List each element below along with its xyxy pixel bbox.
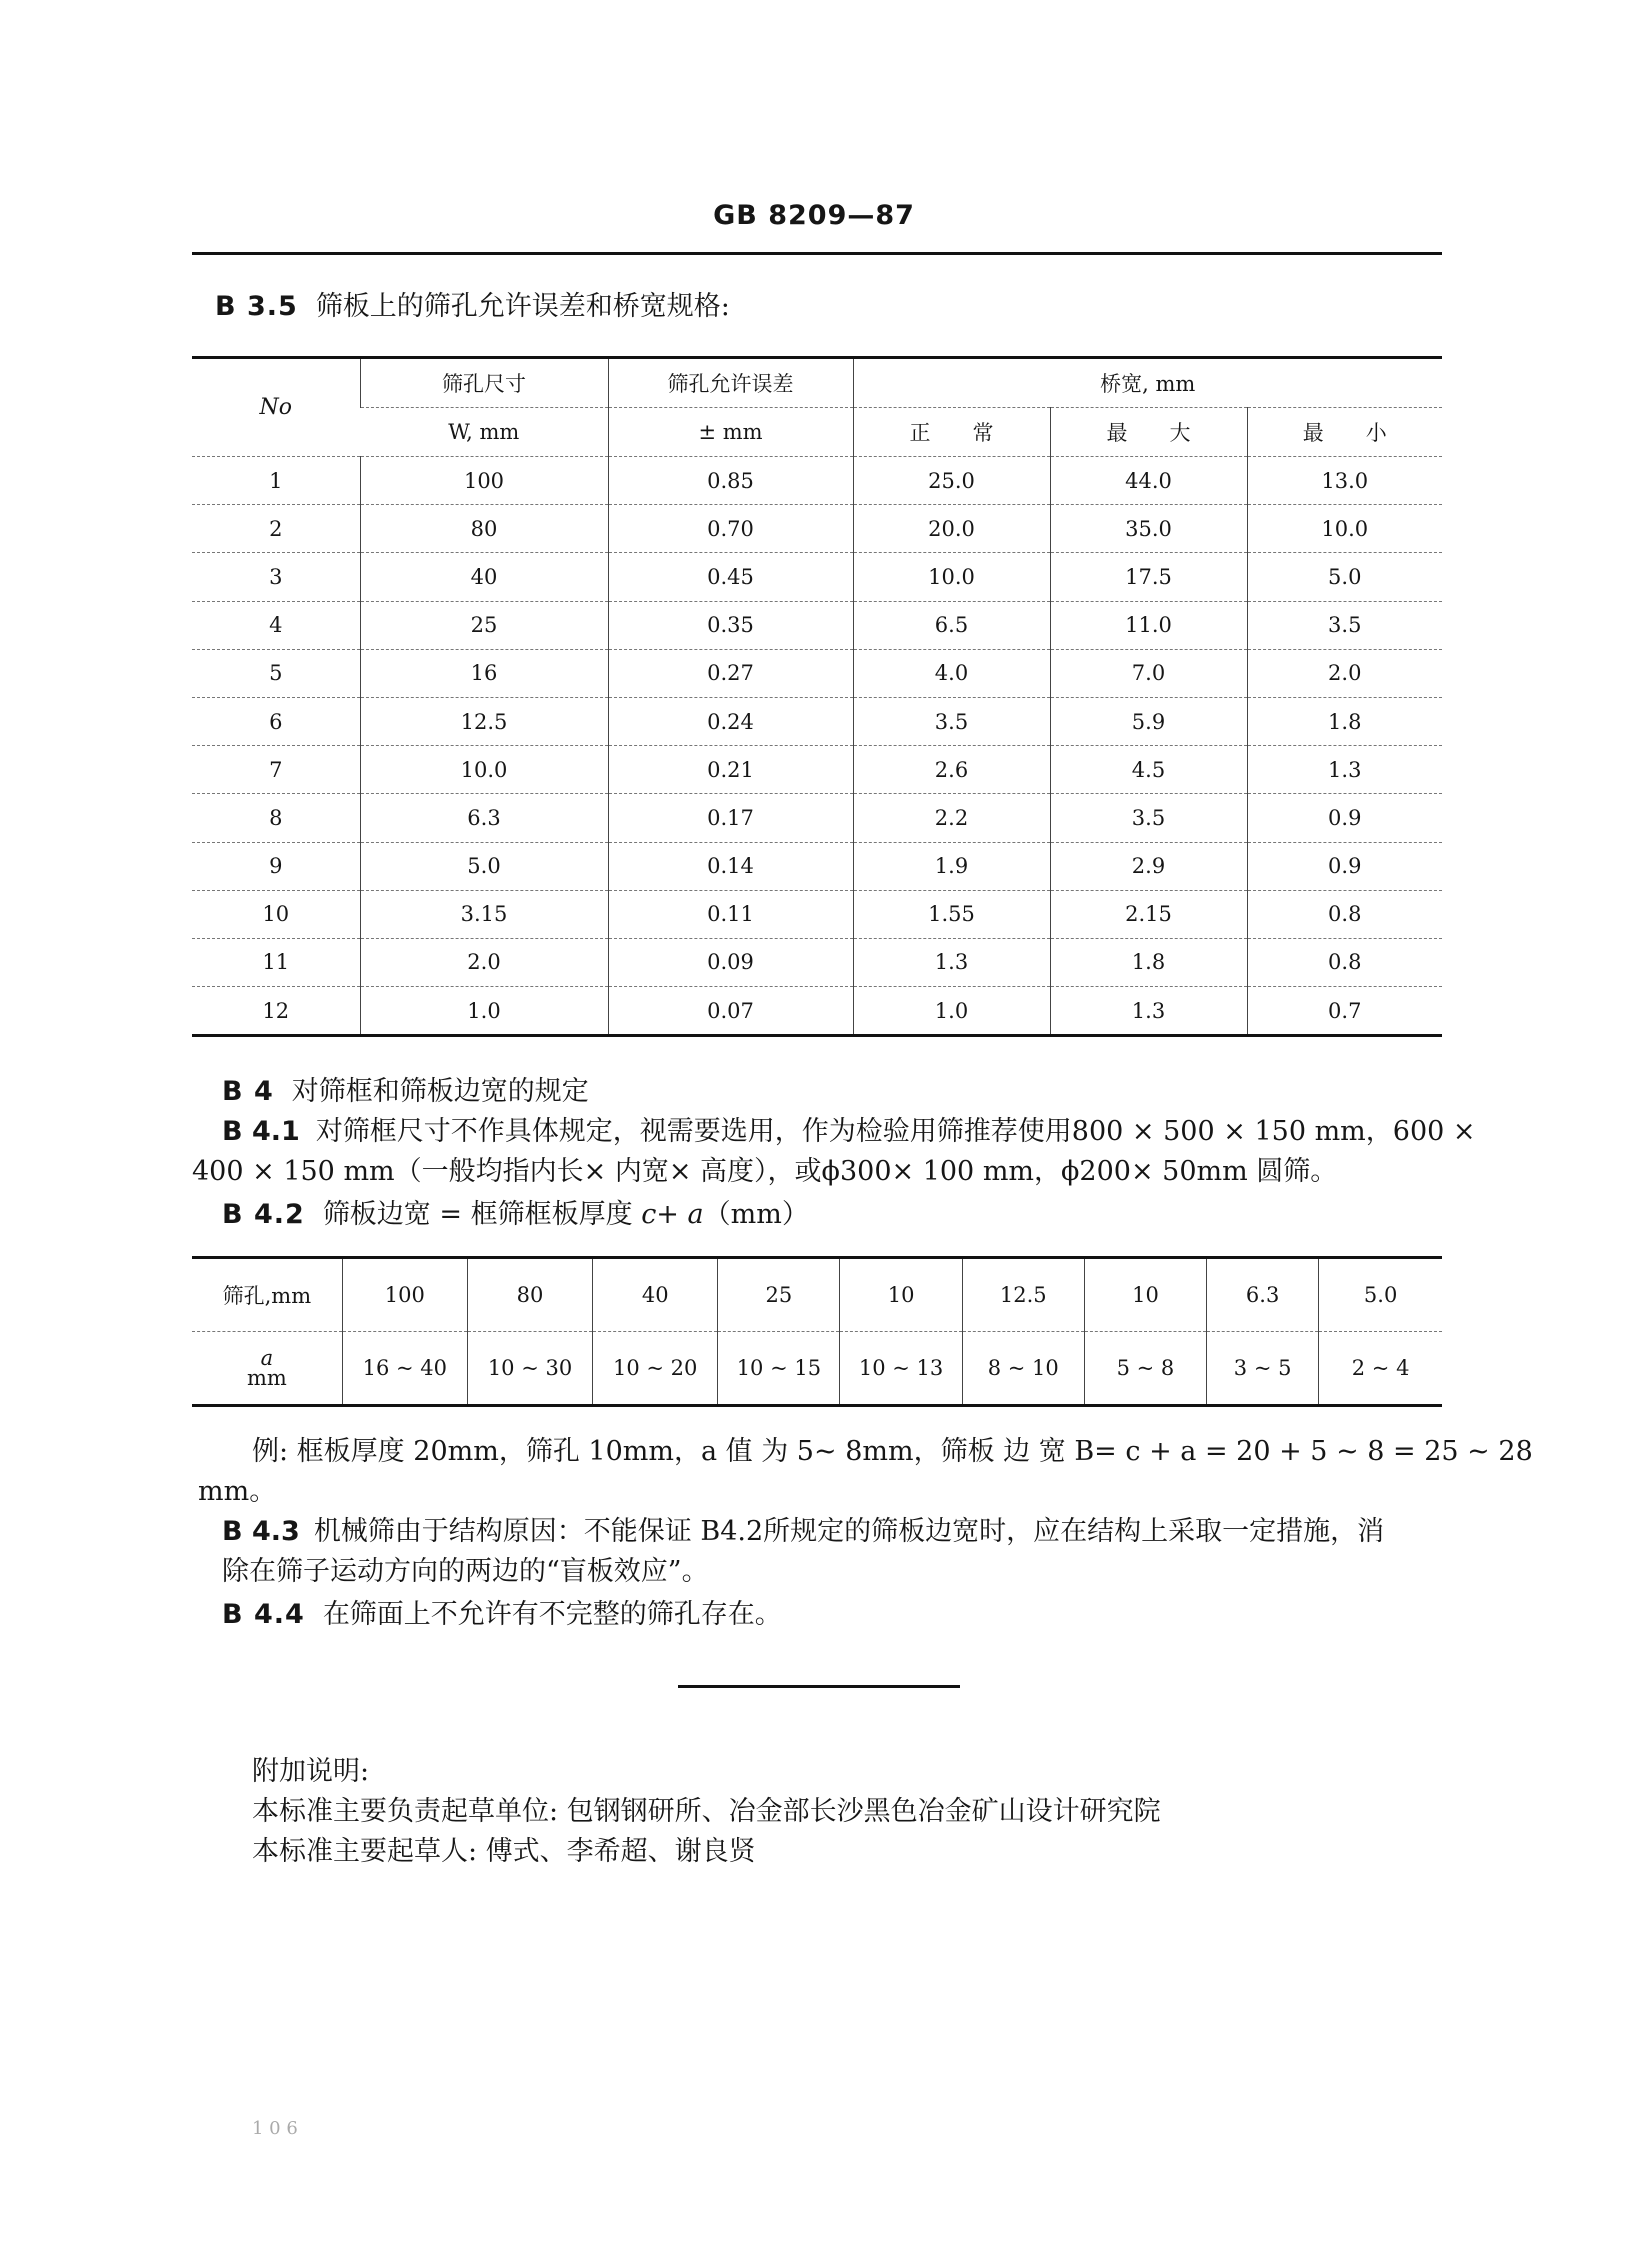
cell-min: 1.8 [1247,697,1442,745]
cell-no: 1 [192,457,360,505]
cell-no: 2 [192,505,360,553]
header-rule [192,252,1442,255]
cell-min: 2.0 [1247,649,1442,697]
cell-no: 8 [192,794,360,842]
cell-min: 1.3 [1247,746,1442,794]
cell-tolerance: 0.45 [608,553,853,601]
paragraph-line: 在筛面上不允许有不完整的筛孔存在。 [322,1599,782,1630]
cell-max: 2.9 [1050,842,1247,890]
cell-tolerance: 0.17 [608,794,853,842]
cell-a-value: 5 ~ 8 [1084,1332,1206,1406]
cell-normal: 1.55 [853,890,1050,938]
cell-max: 17.5 [1050,553,1247,601]
table-row [192,938,1442,986]
example-paragraph [198,1432,1533,1512]
col-header-no: No [192,358,360,457]
cell-normal: 10.0 [853,553,1050,601]
paragraph-b43 [222,1512,1444,1592]
cell-size: 5.0 [360,842,608,890]
cell-max: 11.0 [1050,601,1247,649]
table-row [192,601,1442,649]
cell-normal: 20.0 [853,505,1050,553]
cell-max: 35.0 [1050,505,1247,553]
cell-no: 11 [192,938,360,986]
col-header-max: 最 大 [1050,408,1247,457]
cell-max: 7.0 [1050,649,1247,697]
section-b35-heading [215,290,730,324]
appendix-drafters: 本标准主要起草人: 傅式、李希超、谢良贤 [252,1836,756,1867]
paragraph-line: 机械筛由于结构原因：不能保证 B4.2所规定的筛板边宽时，应在结构上采取一定措施，消 [313,1516,1385,1547]
cell-normal: 1.9 [853,842,1050,890]
cell-aperture: 10 [840,1258,962,1332]
cell-size: 25 [360,601,608,649]
cell-normal: 25.0 [853,457,1050,505]
cell-tolerance: 0.09 [608,938,853,986]
cell-max: 5.9 [1050,697,1247,745]
cell-min: 10.0 [1247,505,1442,553]
formula-expression: c+ a [641,1199,704,1230]
cell-min: 0.8 [1247,938,1442,986]
cell-tolerance: 0.14 [608,842,853,890]
cell-no: 4 [192,601,360,649]
section-number: B 3.5 [215,291,298,322]
appendix-title: 附加说明: [252,1756,370,1787]
cell-aperture: 25 [718,1258,840,1332]
row-label-aperture: 筛孔,mm [192,1258,342,1332]
cell-aperture: 40 [593,1258,718,1332]
cell-min: 5.0 [1247,553,1442,601]
cell-aperture: 100 [342,1258,467,1332]
section-b42-heading [222,1198,809,1232]
table-row [192,649,1442,697]
edge-width-table [192,1256,1442,1407]
cell-size: 80 [360,505,608,553]
appendix-drafting-unit: 本标准主要负责起草单位: 包钢钢研所、冶金部长沙黑色冶金矿山设计研究院 [252,1796,1161,1827]
cell-min: 0.9 [1247,794,1442,842]
cell-aperture: 80 [467,1258,592,1332]
cell-max: 44.0 [1050,457,1247,505]
cell-no: 6 [192,697,360,745]
cell-a-value: 10 ~ 15 [718,1332,840,1406]
cell-tolerance: 0.35 [608,601,853,649]
row-label-a [192,1332,342,1406]
cell-no: 7 [192,746,360,794]
cell-aperture: 12.5 [962,1258,1084,1332]
cell-aperture: 5.0 [1319,1258,1442,1332]
cell-a-value: 3 ~ 5 [1207,1332,1319,1406]
col-header-normal: 正 常 [853,408,1050,457]
cell-tolerance: 0.07 [608,987,853,1036]
cell-size: 100 [360,457,608,505]
cell-max: 4.5 [1050,746,1247,794]
cell-normal: 1.0 [853,987,1050,1036]
cell-size: 10.0 [360,746,608,794]
table-row [192,553,1442,601]
cell-max: 2.15 [1050,890,1247,938]
cell-max: 3.5 [1050,794,1247,842]
col-header-bridge-width: 桥宽, mm [853,358,1442,408]
section-number: B 4 [222,1076,274,1107]
cell-tolerance: 0.85 [608,457,853,505]
cell-tolerance: 0.24 [608,697,853,745]
col-header-size: 筛孔尺寸 [360,358,608,408]
cell-min: 0.9 [1247,842,1442,890]
cell-min: 0.8 [1247,890,1442,938]
table-row [192,794,1442,842]
cell-size: 3.15 [360,890,608,938]
cell-no: 10 [192,890,360,938]
table-subheader-row [192,408,1442,457]
section-number: B 4.4 [222,1599,305,1630]
table-row [192,842,1442,890]
page-number: 1 0 6 [252,2118,298,2139]
table-row [192,505,1442,553]
table-header-row [192,358,1442,408]
paragraph-b41 [192,1112,1476,1192]
table-row [192,746,1442,794]
cell-max: 1.8 [1050,938,1247,986]
cell-normal: 2.6 [853,746,1050,794]
section-divider [678,1685,960,1688]
cell-a-value: 10 ~ 13 [840,1332,962,1406]
cell-a-value: 8 ~ 10 [962,1332,1084,1406]
section-b4-heading [222,1075,589,1109]
aperture-tolerance-table [192,356,1442,1037]
cell-normal: 3.5 [853,697,1050,745]
cell-a-value: 2 ~ 4 [1319,1332,1442,1406]
section-number: B 4.1 [222,1116,300,1147]
cell-no: 3 [192,553,360,601]
cell-max: 1.3 [1050,987,1247,1036]
col-header-size-unit: W, mm [360,408,608,457]
cell-tolerance: 0.21 [608,746,853,794]
cell-tolerance: 0.70 [608,505,853,553]
cell-tolerance: 0.11 [608,890,853,938]
cell-aperture: 10 [1084,1258,1206,1332]
table-row [192,457,1442,505]
cell-no: 9 [192,842,360,890]
table-row [192,890,1442,938]
paragraph-line: 例: 框板厚度 20mm，筛孔 10mm，a 值 为 5~ 8mm，筛板 边 宽 B= c + a = 20 + 5 ~ 8 = 25 ~ 28 [252,1436,1533,1467]
table-row [192,1332,1442,1406]
cell-size: 1.0 [360,987,608,1036]
row-label-a-unit: mm [246,1366,287,1390]
paragraph-line: 对筛框尺寸不作具体规定，视需要选用，作为检验用筛推荐使用800 × 500 × 150 mm，600 × [315,1116,1476,1147]
col-header-min: 最 小 [1247,408,1442,457]
col-header-tolerance-unit: ± mm [608,408,853,457]
cell-normal: 2.2 [853,794,1050,842]
cell-a-value: 16 ~ 40 [342,1332,467,1406]
cell-aperture: 6.3 [1207,1258,1319,1332]
section-title: 对筛框和筛板边宽的规定 [291,1076,589,1107]
cell-size: 2.0 [360,938,608,986]
table-row [192,1258,1442,1332]
formula-unit: （mm） [703,1199,809,1230]
paragraph-line: 除在筛子运动方向的两边的“盲板效应”。 [222,1556,709,1587]
section-number: B 4.3 [222,1516,300,1547]
cell-tolerance: 0.27 [608,649,853,697]
section-number: B 4.2 [222,1199,305,1230]
paragraph-line: 400 × 150 mm（一般均指内长× 内宽× 高度），或ϕ300× 100 mm，ϕ200× 50mm 圆筛。 [192,1156,1338,1187]
formula-text: 筛板边宽 = 框筛框板厚度 [322,1199,642,1230]
cell-normal: 6.5 [853,601,1050,649]
cell-a-value: 10 ~ 30 [467,1332,592,1406]
row-label-a-symbol: a [260,1346,274,1370]
cell-min: 13.0 [1247,457,1442,505]
cell-no: 12 [192,987,360,1036]
cell-normal: 1.3 [853,938,1050,986]
paragraph-line: mm。 [198,1476,277,1507]
table-row [192,697,1442,745]
cell-no: 5 [192,649,360,697]
cell-min: 3.5 [1247,601,1442,649]
cell-size: 40 [360,553,608,601]
cell-normal: 4.0 [853,649,1050,697]
section-title: 筛板上的筛孔允许误差和桥宽规格: [315,291,730,322]
cell-size: 12.5 [360,697,608,745]
table-row [192,987,1442,1036]
col-header-tolerance: 筛孔允许误差 [608,358,853,408]
cell-size: 6.3 [360,794,608,842]
cell-min: 0.7 [1247,987,1442,1036]
document-code-header: GB 8209—87 [713,200,915,231]
cell-size: 16 [360,649,608,697]
paragraph-b44 [222,1598,782,1632]
cell-a-value: 10 ~ 20 [593,1332,718,1406]
